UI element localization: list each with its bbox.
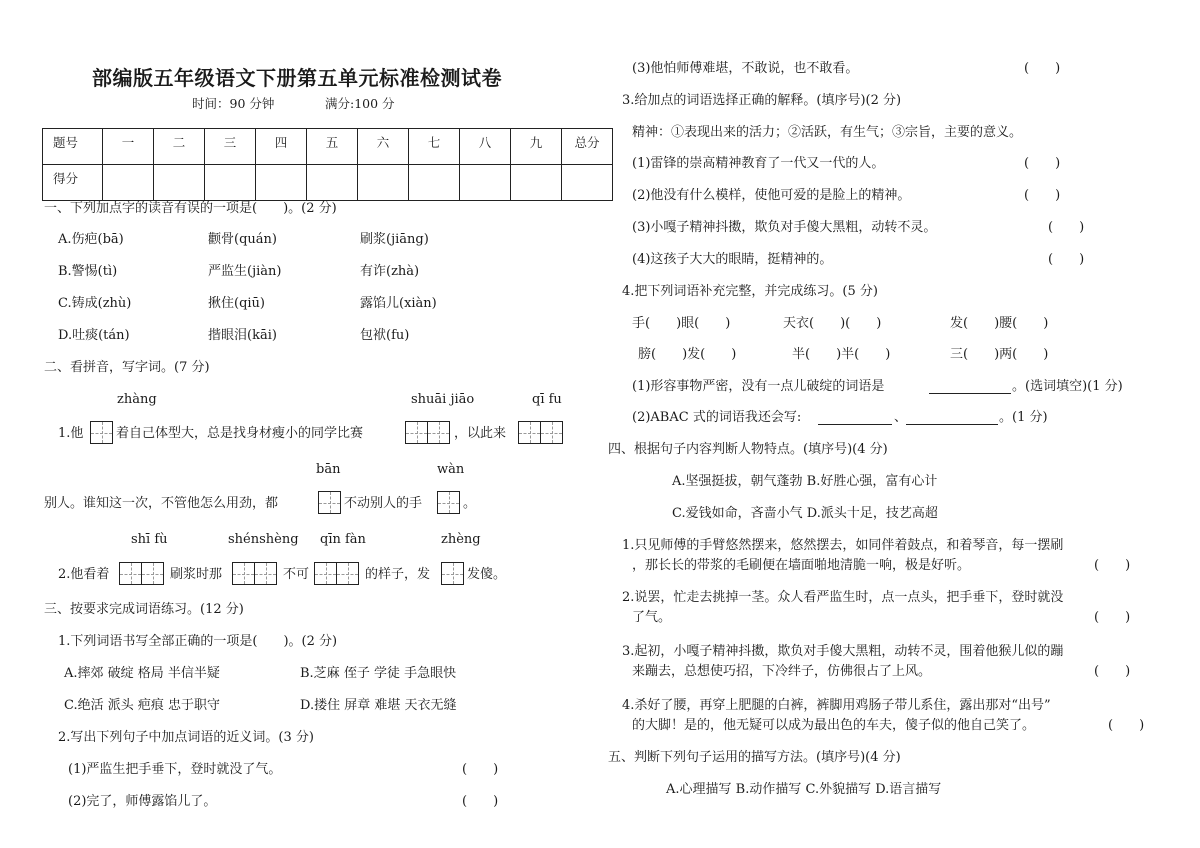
char-box-group[interactable] — [405, 421, 450, 444]
answer-paren[interactable]: ( ) — [462, 762, 499, 777]
q-text: 。 — [463, 496, 477, 511]
score-input-cell[interactable] — [103, 165, 154, 201]
q-text: (2)ABAC 式的词语我还会写: — [632, 410, 802, 425]
s1-option: B.警惕(tì) — [58, 264, 118, 279]
score-table-cell: 八 — [460, 129, 511, 165]
char-box-group[interactable] — [437, 491, 460, 514]
char-box[interactable] — [318, 491, 341, 514]
q-text: 。(1 分) — [999, 410, 1048, 425]
q-text: 3.给加点的词语选择正确的解释。(填序号)(2 分) — [622, 93, 902, 108]
char-box-group[interactable] — [232, 562, 277, 585]
score-table-cell: 三 — [205, 129, 256, 165]
answer-paren[interactable]: ( ) — [1048, 252, 1085, 267]
s1-option: A.伤疤(bā) — [58, 232, 124, 247]
char-box-group[interactable] — [314, 562, 359, 585]
q-text: 不可 — [283, 567, 310, 582]
char-box[interactable] — [337, 562, 359, 585]
q-text: 了气。 — [632, 610, 672, 625]
q-text: ，以此来 — [454, 426, 507, 441]
score-table-cell: 六 — [358, 129, 409, 165]
score-input-cell[interactable] — [460, 165, 511, 201]
s1-option: D.吐痰(tán) — [58, 328, 130, 343]
answer-paren[interactable]: ( ) — [1094, 610, 1131, 625]
q-text: 4.把下列词语补充完整，并完成练习。(5 分) — [622, 284, 878, 299]
score-table-cell: 二 — [154, 129, 205, 165]
pinyin: shénshèng — [228, 532, 299, 547]
char-box-group[interactable] — [318, 491, 341, 514]
s1-option: 颧骨(quán) — [208, 232, 277, 247]
idiom-blank[interactable]: 三( )两( ) — [950, 347, 1049, 362]
q-text: 2.说罢，忙走去挑掉一茎。众人看严监生时，点一点头，把手垂下，登时就没 — [622, 590, 1064, 605]
score-input-cell[interactable] — [256, 165, 307, 201]
score-table-cell: 九 — [511, 129, 562, 165]
char-box[interactable] — [314, 562, 337, 585]
q-text: 的大脚！是的，他无疑可以成为最出色的车夫，傻子似的他自己笑了。 — [632, 718, 1036, 733]
section2-title: 二、看拼音，写字词。(7 分) — [44, 360, 210, 375]
score-input-cell[interactable] — [154, 165, 205, 201]
score-table-score-row — [43, 165, 613, 201]
answer-paren[interactable]: ( ) — [462, 794, 499, 809]
idiom-blank[interactable]: 半( )半( ) — [792, 347, 891, 362]
pinyin: zhàng — [117, 392, 157, 407]
char-box[interactable] — [518, 421, 541, 444]
q-text: (2)完了，师傅露馅儿了。 — [68, 794, 217, 809]
char-box[interactable] — [441, 562, 464, 585]
s1-option: 严监生(jiàn) — [208, 264, 282, 279]
char-box[interactable] — [232, 562, 255, 585]
pinyin: shī fù — [131, 532, 168, 547]
char-box[interactable] — [142, 562, 164, 585]
s1-option: 包袱(fu) — [360, 328, 410, 343]
q-option: A.摔郊 破绽 格局 半信半疑 — [64, 666, 220, 681]
char-box[interactable] — [437, 491, 460, 514]
char-box[interactable] — [119, 562, 142, 585]
score-info: 满分:100 分 — [325, 96, 395, 111]
section1-title: 一、下列加点字的读音有误的一项是( )。(2 分) — [44, 201, 337, 216]
answer-paren[interactable]: ( ) — [1024, 156, 1061, 171]
q-text: 4.杀好了腰，再穿上肥腿的白裤，裤脚用鸡肠子带儿系住，露出那对“出号” — [622, 698, 1051, 713]
q-text: ，那长长的带浆的毛刷便在墙面啪地清脆一响，极是好听。 — [632, 558, 971, 573]
char-box-group[interactable] — [518, 421, 563, 444]
fill-blank[interactable] — [818, 424, 892, 425]
section5-title: 五、判断下列句子运用的描写方法。(填序号)(4 分) — [608, 750, 901, 765]
answer-paren[interactable]: ( ) — [1094, 558, 1131, 573]
q-text: (3)他怕师傅难堪，不敢说，也不敢看。 — [632, 61, 859, 76]
page-title: 部编版五年级语文下册第五单元标准检测试卷 — [92, 66, 502, 90]
score-input-cell[interactable] — [205, 165, 256, 201]
q-text: (1)严监生把手垂下，登时就没了气。 — [68, 762, 282, 777]
s5-options: A.心理描写 B.动作描写 C.外貌描写 D.语言描写 — [666, 782, 942, 797]
definition-text: 精神：①表现出来的活力；②活跃，有生气；③宗旨，主要的意义。 — [632, 125, 1023, 140]
idiom-blank[interactable]: 发( )腰( ) — [950, 316, 1049, 331]
s1-option: 揩眼泪(kāi) — [208, 328, 277, 343]
q-text: 发傻。 — [467, 567, 507, 582]
s1-option: C.铸成(zhù) — [58, 296, 132, 311]
q-text: 着自己体型大，总是找身材瘦小的同学比赛 — [116, 426, 364, 441]
score-input-cell[interactable] — [511, 165, 562, 201]
q-text: 别人。谁知这一次，不管他怎么用劲，都 — [44, 496, 279, 511]
pinyin: qī fu — [532, 392, 562, 407]
section4-title: 四、根据句子内容判断人物特点。(填序号)(4 分) — [608, 442, 888, 457]
answer-paren[interactable]: ( ) — [1094, 664, 1131, 679]
score-input-cell[interactable] — [307, 165, 358, 201]
q-text: 3.起初，小嘎子精神抖擞，欺负对手傻大黑粗，动转不灵，围着他猴儿似的蹦 — [622, 644, 1064, 659]
q-option: C.绝活 派头 疤痕 忠于职守 — [64, 698, 221, 713]
s1-option: 刷浆(jiāng) — [360, 232, 429, 247]
char-box[interactable] — [405, 421, 428, 444]
char-box[interactable] — [90, 421, 113, 444]
fill-blank[interactable] — [929, 393, 1011, 394]
char-box[interactable] — [428, 421, 450, 444]
answer-paren[interactable]: ( ) — [1024, 188, 1061, 203]
s1-option: 揪住(qiū) — [208, 296, 265, 311]
s1-option: 有诈(zhà) — [360, 264, 420, 279]
q-text: 、 — [894, 410, 908, 425]
section3-title: 三、按要求完成词语练习。(12 分) — [44, 602, 244, 617]
pinyin: zhèng — [441, 532, 481, 547]
q-text: 不动别人的手 — [344, 496, 423, 511]
pinyin: bān — [316, 462, 341, 477]
score-table-cell: 总分 — [562, 129, 613, 165]
score-table-cell: 五 — [307, 129, 358, 165]
s1-option: 露馅儿(xiàn) — [360, 296, 437, 311]
q-option: D.搂住 屏章 难堪 天衣无缝 — [300, 698, 457, 713]
score-input-cell[interactable] — [409, 165, 460, 201]
answer-paren[interactable]: ( ) — [1048, 220, 1085, 235]
char-box-group[interactable] — [441, 562, 464, 585]
score-table-cell: 题号 — [43, 129, 103, 165]
score-input-cell[interactable] — [358, 165, 409, 201]
char-box[interactable] — [255, 562, 277, 585]
answer-paren[interactable]: ( ) — [1108, 718, 1145, 733]
q-text: (1)形容事物严密，没有一点儿破绽的词语是 — [632, 379, 885, 394]
fill-blank[interactable] — [906, 424, 998, 425]
score-table — [42, 128, 613, 201]
answer-paren[interactable]: ( ) — [1024, 61, 1061, 76]
char-box[interactable] — [541, 421, 563, 444]
s4-options: A.坚强挺拔，朝气蓬勃 B.好胜心强，富有心计 — [672, 474, 938, 489]
q-text: 来蹦去，总想使巧招，下冷绊子，仿佛很占了上风。 — [632, 664, 932, 679]
s4-options: C.爱钱如命，吝啬小气 D.派头十足，技艺高超 — [672, 506, 938, 521]
char-box-group[interactable] — [119, 562, 164, 585]
q-text: 刷浆时那 — [170, 567, 223, 582]
q-text: (1)雷锋的崇高精神教育了一代又一代的人。 — [632, 156, 885, 171]
q-text: 2.他看着 — [58, 567, 110, 582]
q-text: 1.下列词语书写全部正确的一项是( )。(2 分) — [58, 634, 338, 649]
char-box-group[interactable] — [90, 421, 113, 444]
idiom-blank[interactable]: 天衣( )( ) — [783, 316, 882, 331]
pinyin: qīn fàn — [320, 532, 366, 547]
q-text: 1.他 — [58, 426, 84, 441]
score-input-cell[interactable] — [562, 165, 613, 201]
q-text: 2.写出下列句子中加点词语的近义词。(3 分) — [58, 730, 314, 745]
time-info: 时间：90 分钟 — [192, 96, 275, 111]
q-text: 1.只见师傅的手臂悠然摆来，悠然摆去，如同伴着鼓点，和着琴音，每一摆刷 — [622, 538, 1064, 553]
score-table-cell: 一 — [103, 129, 154, 165]
q-text: (3)小嘎子精神抖擞，欺负对手傻大黑粗，动转不灵。 — [632, 220, 937, 235]
idiom-blank[interactable]: 膀( )发( ) — [638, 347, 737, 362]
q-text: (2)他没有什么模样，使他可爱的是脸上的精神。 — [632, 188, 911, 203]
score-table-header-row — [43, 129, 613, 165]
q-text: 。(选词填空)(1 分) — [1012, 379, 1123, 394]
q-text: 的样子，发 — [365, 567, 431, 582]
q-text: (4)这孩子大大的眼睛，挺精神的。 — [632, 252, 833, 267]
pinyin: wàn — [437, 462, 465, 477]
pinyin: shuāi jiāo — [411, 392, 475, 407]
score-row-label: 得分 — [43, 165, 103, 201]
score-table-cell: 四 — [256, 129, 307, 165]
idiom-blank[interactable]: 手( )眼( ) — [632, 316, 731, 331]
q-option: B.芝麻 侄子 学徒 手急眼快 — [300, 666, 457, 681]
score-table-cell: 七 — [409, 129, 460, 165]
